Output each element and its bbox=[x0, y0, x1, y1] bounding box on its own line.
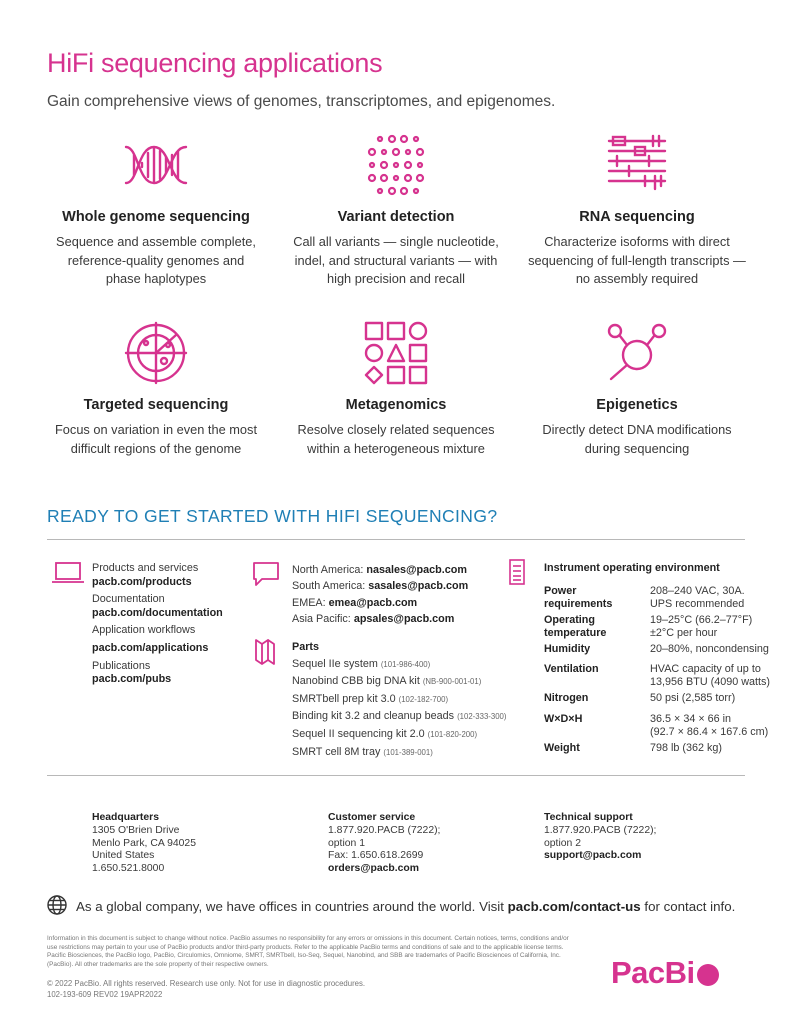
headquarters-block: Headquarters 1305 O'Brien Drive Menlo Park, CA 94025 United States 1.650.521.8000 bbox=[92, 812, 196, 875]
page-subtitle: Gain comprehensive views of genomes, transcriptomes, and epigenomes. bbox=[47, 93, 556, 110]
app-whole-genome bbox=[36, 133, 276, 289]
sales-row: North America: nasales@pacb.com bbox=[292, 564, 467, 576]
part-item: Sequel II sequencing kit 2.0 (101-820-200) bbox=[292, 727, 478, 740]
app-targeted-sequencing bbox=[36, 321, 276, 458]
molecule-icon bbox=[605, 321, 669, 385]
dna-helix-icon bbox=[124, 133, 188, 197]
copyright: © 2022 PacBio. All rights reserved. Research use only. Not for use in diagnostic procedures. 102-193-609 REV02 19APR2022 bbox=[47, 979, 366, 999]
part-item: Nanobind CBB big DNA kit (NB-900-001-01) bbox=[292, 675, 482, 688]
sales-row: Asia Pacific: apsales@pacb.com bbox=[292, 613, 455, 626]
app-description: Characterize isoforms with direct sequencing of full-length transcripts — no assembly required bbox=[528, 234, 746, 286]
target-radar-icon bbox=[124, 321, 188, 385]
app-epigenetics bbox=[517, 321, 757, 458]
shapes-grid-icon bbox=[364, 321, 428, 385]
customer-service-block: Customer service 1.877.920.PACB (7222); option 1 Fax: 1.650.618.2699 orders@pacb.com bbox=[328, 812, 441, 875]
global-offices-line: As a global company, we have offices in countries around the world. Visit pacb.com/contact-us for contact info. bbox=[47, 895, 735, 918]
app-description: Focus on variation in even the most difficult regions of the genome bbox=[54, 422, 257, 456]
environment-heading: Instrument operating environment bbox=[544, 562, 720, 574]
app-title: Variant detection bbox=[337, 209, 455, 225]
globe-icon bbox=[47, 895, 67, 918]
legal-notice: Information in this document is subject to change without notice. PacBio assumes no responsibility for any errors or omissions in this document. Certain notices, terms, conditions and/or use restrictions may pertain to your use of PacBio products and/or third-party products. Refer to the applicable PacBio terms and conditions of sale and to the applicable license terms. Pacific Biosciences, the PacBio logo, PacBio, Circulomics, Omniome, SMRT, SMRTbell, Iso-Seq, Sequel, Nanobind, and SBB are trademarks of Pacific Biosciences of California, Inc. (PacBio). All other trademarks are the sole property of their respective owners. bbox=[47, 935, 569, 968]
links-column: Products and services pacb.com/products Documentation pacb.com/documentation Application workflows pacb.com/applications Publications pacb.com/pubs bbox=[92, 562, 223, 686]
part-item: SMRTbell prep kit 3.0 (102-182-700) bbox=[292, 692, 449, 705]
sales-contacts bbox=[292, 562, 468, 628]
contact-us-link[interactable]: pacb.com/contact-us bbox=[507, 899, 641, 914]
part-item: Binding kit 3.2 and cleanup beads (102-333-300) bbox=[292, 710, 507, 723]
parts-list: Parts Sequel IIe system (101-986-400) Nanobind CBB big DNA kit (NB-900-001-01) SMRTbell prep kit 3.0 (102-182-700) Binding kit 3.2 and cleanup beads (102-333-300) Sequel II sequencing kit 2.0 (101-820-200) SMRT cell 8M tray (101-389-001) bbox=[292, 639, 507, 761]
pacbio-logo: PacBi bbox=[611, 955, 719, 991]
app-title: Targeted sequencing bbox=[83, 397, 229, 413]
sales-email[interactable]: emea@pacb.com bbox=[328, 596, 418, 609]
document-icon bbox=[508, 558, 526, 586]
sales-email[interactable]: apsales@pacb.com bbox=[353, 613, 455, 626]
app-description: Sequence and assemble complete, reference-quality genomes and phase haplotypes bbox=[56, 234, 256, 286]
section-heading: READY TO GET STARTED WITH HIFI SEQUENCING? bbox=[47, 506, 498, 526]
app-title: RNA sequencing bbox=[579, 209, 695, 225]
page-title: HiFi sequencing applications bbox=[47, 48, 383, 78]
sales-row: EMEA: emea@pacb.com bbox=[292, 596, 418, 609]
dot-grid-icon bbox=[364, 133, 428, 197]
app-description: Directly detect DNA modifications during sequencing bbox=[542, 422, 732, 456]
applications-link[interactable]: pacb.com/applications bbox=[92, 641, 209, 654]
support-email-link[interactable]: support@pacb.com bbox=[544, 850, 642, 862]
app-title: Metagenomics bbox=[345, 397, 447, 413]
transcripts-icon bbox=[605, 133, 669, 197]
part-item: Sequel IIe system (101-986-400) bbox=[292, 657, 431, 670]
products-link[interactable]: pacb.com/products bbox=[92, 575, 192, 588]
technical-support-block: Technical support 1.877.920.PACB (7222); option 2 support@pacb.com bbox=[544, 812, 657, 862]
divider bbox=[47, 539, 745, 540]
sales-email[interactable]: nasales@pacb.com bbox=[366, 564, 467, 576]
chat-bubble-icon bbox=[252, 561, 280, 587]
sales-row: South America: sasales@pacb.com bbox=[292, 580, 469, 593]
app-rna-sequencing bbox=[517, 133, 757, 289]
app-description: Resolve closely related sequences within a heterogeneous mixture bbox=[297, 422, 495, 456]
app-title: Epigenetics bbox=[596, 397, 678, 413]
app-title: Whole genome sequencing bbox=[62, 209, 250, 225]
part-item: SMRT cell 8M tray (101-389-001) bbox=[292, 745, 433, 758]
app-variant-detection bbox=[276, 133, 516, 289]
documentation-link[interactable]: pacb.com/documentation bbox=[92, 606, 223, 619]
laptop-icon bbox=[52, 561, 84, 585]
app-description: Call all variants — single nucleotide, indel, and structural variants — with high precision and recall bbox=[293, 234, 499, 286]
app-metagenomics bbox=[276, 321, 516, 458]
logo-o-mark bbox=[697, 964, 719, 986]
publications-link[interactable]: pacb.com/pubs bbox=[92, 673, 172, 686]
parts-icon bbox=[254, 636, 278, 666]
divider bbox=[47, 775, 745, 776]
orders-email-link[interactable]: orders@pacb.com bbox=[328, 863, 419, 875]
sales-email[interactable]: sasales@pacb.com bbox=[368, 580, 469, 593]
